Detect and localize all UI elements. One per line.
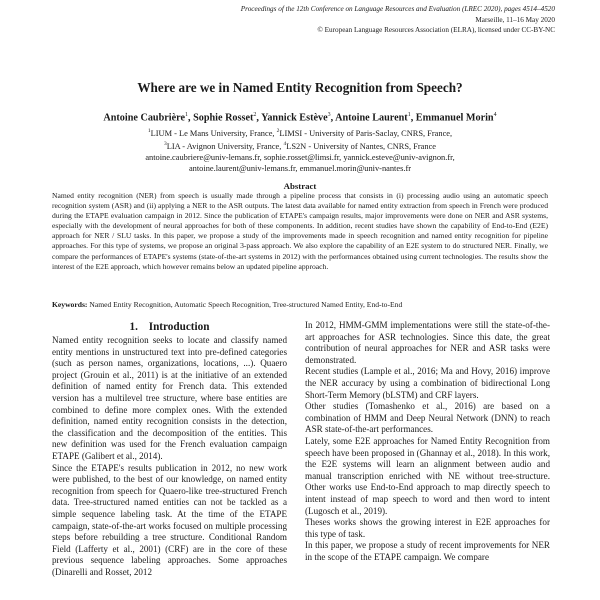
affiliation-text: LIMSI - University of Paris-Saclay, CNRS, France, [279,128,453,138]
author-name: Antoine Caubrière [103,112,185,124]
paragraph: Theses works shows the growing interest in E2E approaches for this type of task. [305,517,550,539]
affiliation-text: LS2N - University of Nantes, CNRS, France [286,141,437,151]
author-name: Yannick Estève [261,112,328,124]
paragraph: Since the ETAPE's results publication in 2012, no new work were published, to the best of our knowledge, on named entity recognition from speech for Quaero-like tree-structured French data. Tree-structured named entities can not be tackled as a simple sequence labeling task. At the time of the ETAPE campaign, state-of-the-art works focused on multiple processing steps before rebuilding a tree structure. Conditional Random Field (Lafferty et al., 2001) (CRF) are in the core of these previous sequence labeling approaches. Some approaches (Dinarelli and Rosset, 2012 [52,462,287,577]
affiliation-text: LIA - Avignon University, France, [166,141,284,151]
paragraph: Named entity recognition seeks to locate and classify named entity mentions in unstructured text into pre-defined categories (such as person names, organizations, locations, ...). Quaero project (Grouin et al., 2011) is at the initiative of an extended definition of named entity for French data. This extended version has a multilevel tree structure, where base entities are combined to define more complex ones. With the extended definition, named entity recognition consists in the detection, the classification and the decomposition of the entities. This new definition was used for the French evaluation campaign ETAPE (Galibert et al., 2014). [52,335,287,461]
keywords [52,300,548,310]
author-affiliation-mark: 3 [327,112,331,118]
affiliation-text: LIUM - Le Mans University, France, [150,128,277,138]
affiliation-mark: 2 [276,128,280,134]
author-list: Antoine Caubrière$^1$, Sophie Rosset$^2$, Yannick Estève$^3$, Antoine Laurent$^1$, Emmanuel Morin$^4$ [103,112,497,124]
author-name: Antoine Laurent [335,112,408,124]
email-line: antoine.caubriere@univ-lemans.fr, sophie.rosset@limsi.fr, yannick.esteve@univ-avignon.fr, [145,153,455,162]
affiliation-line [0,139,600,152]
author-name: Emmanuel Morin [415,112,494,124]
affiliations [0,126,600,174]
proceedings-header [241,4,555,36]
paragraph: In this paper, we propose a study of recent improvements for NER in the scope of the ETAPE campaign. We compare [305,540,550,562]
affiliation-mark: 3 [163,141,167,147]
paragraph: Other studies (Tomashenko et al., 2016) are based on a combination of HMM and Deep Neural Network (DNN) to reach ASR state-of-the-art performances. [305,401,550,435]
paragraph: In 2012, HMM-GMM implementations were still the state-of-the-art approaches for ASR technologies. Since this date, the great contribution of neural approaches for NER and ASR tasks were demonstrated. [305,320,550,365]
affiliation-mark: 4 [283,141,287,147]
conference-citation: Proceedings of the 12th Conference on Language Resources and Evaluation (LREC 2020), pages 4514–4520 [240,5,555,13]
author-affiliation-mark: 1 [407,112,411,118]
left-column [52,320,287,578]
author-affiliation-mark: 1 [184,112,188,118]
section-heading-introduction: 1. Introduction [129,321,210,333]
affiliation-line [0,126,600,139]
author-affiliation-mark: 2 [253,112,257,118]
email-line: antoine.laurent@univ-lemans.fr, emmanuel.morin@univ-nantes.fr [188,164,412,174]
location-date: Marseille, 11–16 May 2020 [475,15,555,24]
author-affiliation-mark: 4 [493,112,497,118]
keywords-text: Named Entity Recognition, Automatic Speech Recognition, Tree-structured Named Entity, End-to-End [89,300,403,309]
affiliation-mark: 1 [147,128,151,134]
paragraph: Recent studies (Lample et al., 2016; Ma and Hovy, 2016) improve the NER accuracy by using a combination of bidirectional Long Short-Term Memory (bLSTM) and CRF layers. [305,366,550,400]
abstract-heading: Abstract [283,181,317,191]
right-column [305,320,550,563]
abstract-text: Named entity recognition (NER) from speech is usually made through a pipeline process that consists in (i) processing audio using an automatic speech recognition system (ASR) and (ii) applying a NER to the ASR outputs. The latest data available for named entity extraction from speech in French were produced during the ETAPE evaluation campaign in 2012. Since the publication of ETAPE's campaign results, major improvements were done on NER and ASR systems, especially with the development of neural approaches for both of these components. In addition, recent studies have shown the capability of End-to-End (E2E) approach for NER / SLU tasks. In this paper, we propose a study of the improvements made in speech recognition and named entity recognition for pipeline approaches. For this type of systems, we propose an original 3-pass approach. We also explore the capability of an E2E system to do structured NER. Finally, we compare the performances of ETAPE's systems (state-of-the-art systems in 2012) with the performances obtained using current technologies. The results show the interest of the E2E approach, which however remains below an updated pipeline approach. [52,191,548,271]
author-name: Sophie Rosset [193,112,254,124]
keywords-label: Keywords: [52,300,88,309]
paragraph: Lately, some E2E approaches for Named Entity Recognition from speech have been proposed in (Ghannay et al., 2018). In this work, the E2E systems will learn an alignment between audio and manual transcription enriched with NE without tree-structure. Other works use End-to-End approach to map directly speech to intent instead of map speech to word and then word to intent (Lugosch et al., 2019). [305,435,550,516]
paper-title: Where are we in Named Entity Recognition from Speech? [137,80,463,95]
license-notice: © European Language Resources Association (ELRA), licensed under CC-BY-NC [317,26,555,34]
